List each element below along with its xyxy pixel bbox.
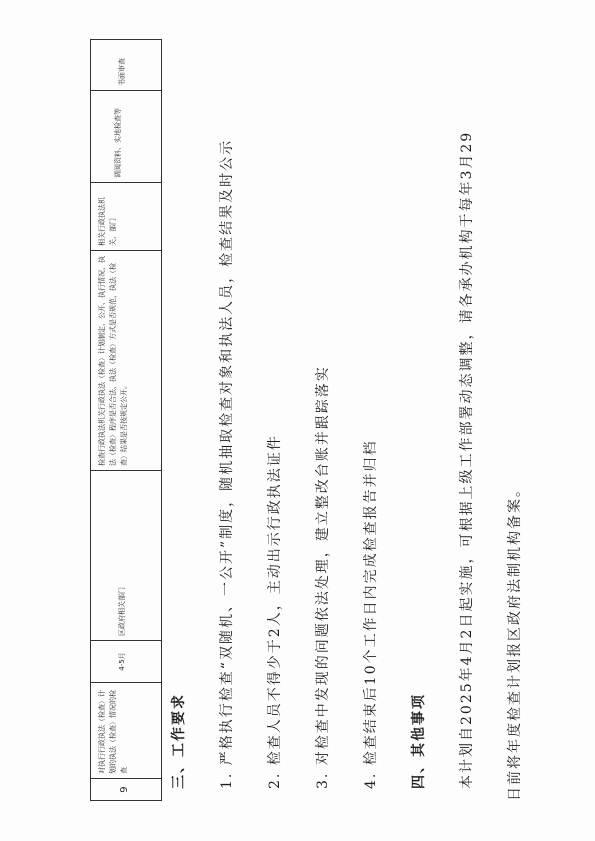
inspection-item: 对执行行政执法（检查）计划的执法（检查）情况的检查 — [91, 682, 161, 778]
inspection-content: 检查行政执法机关行政执法（检查）计划制定、公开、执行情况，执法（检查）程序是否合法，执法（检查）方式是否规范，执法（检查）结果是否按规定公开。 — [91, 250, 161, 470]
inspection-table-row — [90, 39, 162, 801]
section-3-item-3: 3. 对检查中发现的问题依法处理，建立整改台账并跟踪落实 — [315, 365, 331, 789]
section-4-heading: 四、其他事项 — [411, 693, 427, 789]
inspection-method: 调阅资料、实地检查等 — [91, 90, 161, 182]
section-3-item-1: 1. 严格执行检查“双随机、一公开”制度，随机抽取检查对象和执法人员，检查结果及时公示 — [219, 138, 235, 789]
inspection-form: 书面审查 — [118, 58, 126, 86]
inspection-object: 相关行政执法机关、部门 — [91, 182, 161, 250]
section-3-item-2: 2. 检查人员不得少于2人，主动出示行政执法证件 — [267, 434, 283, 789]
section-4-paragraph-line-1: 本计划自2025年4月2日起实施，可根据上级工作部署动态调整，请各承办机构于每年3月29 — [459, 130, 475, 789]
inspection-time: 4-5月 — [91, 640, 161, 682]
responsible-dept: 区政府相关部门 — [91, 470, 161, 640]
section-3-heading: 三、工作要求 — [171, 693, 187, 789]
row-number: 9 — [91, 778, 161, 800]
section-4-paragraph-line-2: 日前将年度检查计划报区政府法制机构备案。 — [507, 481, 523, 801]
section-3-item-4: 4. 检查结束后10个工作日内完成检查报告并归档 — [363, 439, 379, 789]
